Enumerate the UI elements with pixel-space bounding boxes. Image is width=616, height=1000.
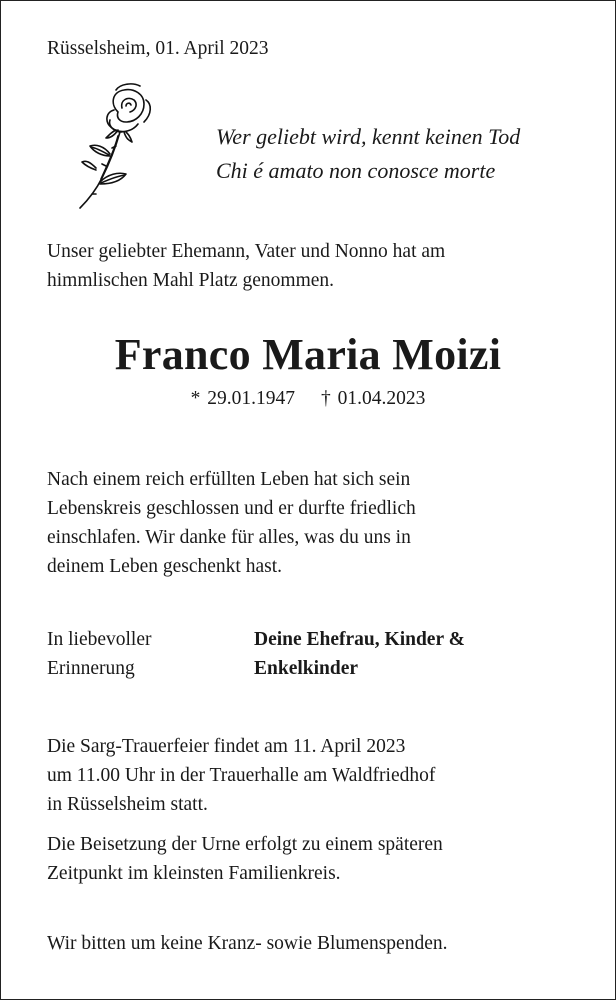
ceremony-line: in Rüsselsheim statt.	[47, 794, 208, 815]
life-dates	[0, 388, 616, 410]
urn-text	[47, 830, 443, 888]
deceased-name: Franco Maria Moizi	[114, 330, 502, 379]
life-text	[47, 465, 416, 581]
life-line: Lebenskreis geschlossen und er durfte friedlich	[47, 498, 416, 519]
death-date: † 01.04.2023	[321, 388, 426, 409]
life-line: einschlafen. Wir danke für alles, was du uns in	[47, 527, 411, 548]
memory-line: In liebevoller	[47, 629, 152, 650]
ceremony-line: um 11.00 Uhr in der Trauerhalle am Waldfriedhof	[47, 765, 436, 786]
motto	[216, 120, 520, 188]
urn-line: Die Beisetzung der Urne erfolgt zu einem späteren	[47, 834, 443, 855]
memory-text	[47, 625, 152, 683]
signers	[254, 625, 465, 683]
place-date: Rüsselsheim, 01. April 2023	[47, 38, 269, 59]
birth-date: * 29.01.1947	[190, 388, 295, 409]
rose-icon	[60, 82, 165, 210]
motto-line-german: Wer geliebt wird, kennt keinen Tod	[216, 124, 521, 149]
intro-line: Unser geliebter Ehemann, Vater und Nonno hat am	[47, 241, 446, 262]
ceremony-line: Die Sarg-Trauerfeier findet am 11. April 2023	[47, 736, 406, 757]
signers-line: Deine Ehefrau, Kinder &	[254, 629, 465, 650]
motto-line-italian: Chi é amato non conosce morte	[216, 158, 496, 183]
intro-line: himmlischen Mahl Platz genommen.	[47, 270, 335, 291]
signers-line: Enkelkinder	[254, 658, 359, 679]
urn-line: Zeitpunkt im kleinsten Familienkreis.	[47, 863, 341, 884]
memory-line: Erinnerung	[47, 658, 135, 679]
life-line: deinem Leben geschenkt hast.	[47, 556, 282, 577]
ceremony-text	[47, 732, 435, 819]
flowers-note: Wir bitten um keine Kranz- sowie Blumenspenden.	[47, 933, 448, 954]
life-line: Nach einem reich erfüllten Leben hat sich sein	[47, 469, 411, 490]
intro-text	[47, 237, 445, 295]
